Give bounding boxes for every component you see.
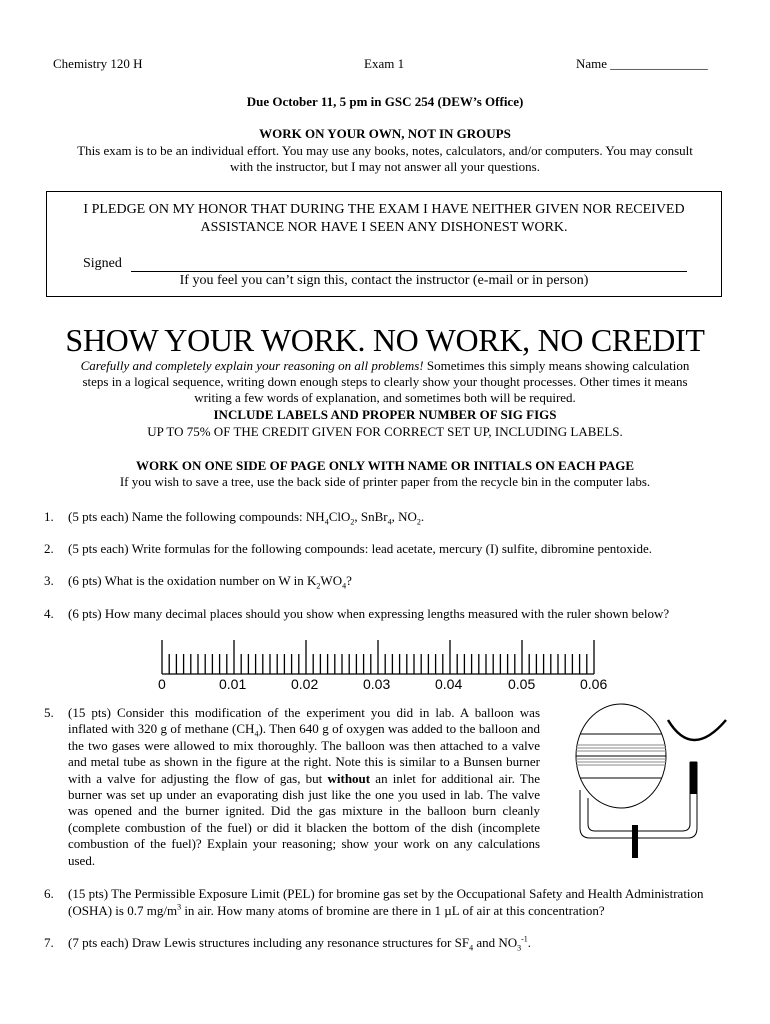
explain-line-2: steps in a logical sequence, writing down enough steps to clearly show your thought processes. Other times it means (82, 374, 688, 389)
one-side-heading: WORK ON ONE SIDE OF PAGE ONLY WITH NAME OR INITIALS ON EACH PAGE (135, 458, 635, 473)
question-number: 2. (44, 541, 54, 556)
question-number: 1. (44, 509, 54, 524)
question-text: (7 pts each) Draw Lewis structures including any resonance structures for $SF_4$ and $NO_3^{-1}$. (68, 934, 532, 953)
ruler-figure (150, 636, 610, 678)
save-tree-note: If you wish to save a tree, use the back side of printer paper from the recycle bin in the computer labs. (119, 474, 651, 489)
question-number: 3. (44, 573, 54, 588)
ruler-label: 0.01 (219, 676, 247, 692)
credit-note: UP TO 75% OF THE CREDIT GIVEN FOR CORRECT SET UP, INCLUDING LABELS. (147, 424, 623, 439)
intro-line-1: This exam is to be an individual effort. You may use any books, notes, calculators, and/or computers. You may consult (77, 143, 693, 158)
question-text: (15 pts) The Permissible Exposure Limit (PEL) for bromine gas set by the Occupational Safety and Health Administration (68, 886, 704, 901)
ruler-label: 0.05 (508, 676, 536, 692)
balloon-burner-figure (540, 700, 740, 860)
ruler-label: 0.03 (363, 676, 391, 692)
explain-italic: Carefully and completely explain your reasoning on all problems! (80, 358, 424, 373)
ruler-label: 0.02 (291, 676, 319, 692)
ruler-label: 0.04 (435, 676, 463, 692)
exam-title: Exam 1 (364, 56, 405, 71)
question-number: 6. (44, 886, 54, 901)
work-own-heading: WORK ON YOUR OWN, NOT IN GROUPS (259, 126, 511, 141)
due-date: Due October 11, 5 pm in GSC 254 (DEW’s Office) (246, 94, 524, 109)
question-5-number: 5. (44, 705, 54, 720)
valve-icon (632, 825, 638, 858)
balloon-icon (576, 704, 666, 808)
question-text: (5 pts each) Name the following compounds: $NH_4ClO_2$, SnBr$_4$, $NO_2$. (68, 509, 425, 527)
explain-rest: Sometimes this simply means showing calculation (423, 358, 690, 373)
pledge-line-1: I PLEDGE ON MY HONOR THAT DURING THE EXAM I HAVE NEITHER GIVEN NOR RECEIVED (83, 202, 685, 217)
question-text: (6 pts) What is the oxidation number on W in $K_2WO_4$? (68, 573, 352, 591)
signed-label: Signed (83, 256, 122, 271)
contact-instructor-note: If you feel you can’t sign this, contact the instructor (e-mail or in person) (179, 273, 589, 288)
question-text: (5 pts each) Write formulas for the following compounds: lead acetate, mercury (I) sulfite, dibromine pentoxide. (68, 541, 653, 556)
question-text: (6 pts) How many decimal places should you show when expressing lengths measured with the ruler shown below? (68, 606, 670, 621)
ruler-label: 0 (158, 676, 166, 692)
honor-pledge-box (46, 191, 722, 297)
name-field[interactable]: Name _______________ (576, 56, 708, 71)
explain-line-3: writing a few words of explanation, and sometimes both will be required. (194, 390, 576, 405)
question-number: 4. (44, 606, 54, 621)
question-5-text: (15 pts) Consider this modification of the experiment you did in lab. A balloon was inflated with 320 g of methane $(CH_4)$. Then 640 g of oxygen was added to the balloon and the two gases were allowed to mix thoroughly. The balloon was then attached to a valve and metal tube as shown in the figure at the right. Note this is similar to a Bunsen burner with a valve for adjusting the flow of gas, but without an inlet for additional air. The burner was set up under an evaporating dish just like the one you used in lab. The valve was opened and the burner ignited. Did the gas mixture in the balloon burn cleanly (complete combustion of the fuel) or did it blacken the bottom of the dish (incomplete combustion of the fuel)? Explain your reasoning; show your work on any calculations used. (68, 705, 540, 868)
sig-figs-heading: INCLUDE LABELS AND PROPER NUMBER OF SIG FIGS (213, 407, 557, 422)
intro-line-2: with the instructor, but I may not answer all your questions. (230, 159, 540, 174)
show-work-heading: SHOW YOUR WORK. NO WORK, NO CREDIT (65, 322, 705, 358)
ruler-label: 0.06 (580, 676, 608, 692)
question-text: (OSHA) is 0.7 $mg/m^3$ in air. How many atoms of bromine are there in 1 µL of air at this concentration? (68, 902, 605, 918)
burner-inlet-icon (690, 762, 697, 794)
evaporating-dish-icon (668, 720, 726, 740)
course-title: Chemistry 120 H (53, 56, 143, 71)
pledge-line-2: ASSISTANCE NOR HAVE I SEEN ANY DISHONEST WORK. (200, 220, 568, 235)
explain-line-1 (0, 358, 770, 374)
question-number: 7. (44, 935, 54, 950)
